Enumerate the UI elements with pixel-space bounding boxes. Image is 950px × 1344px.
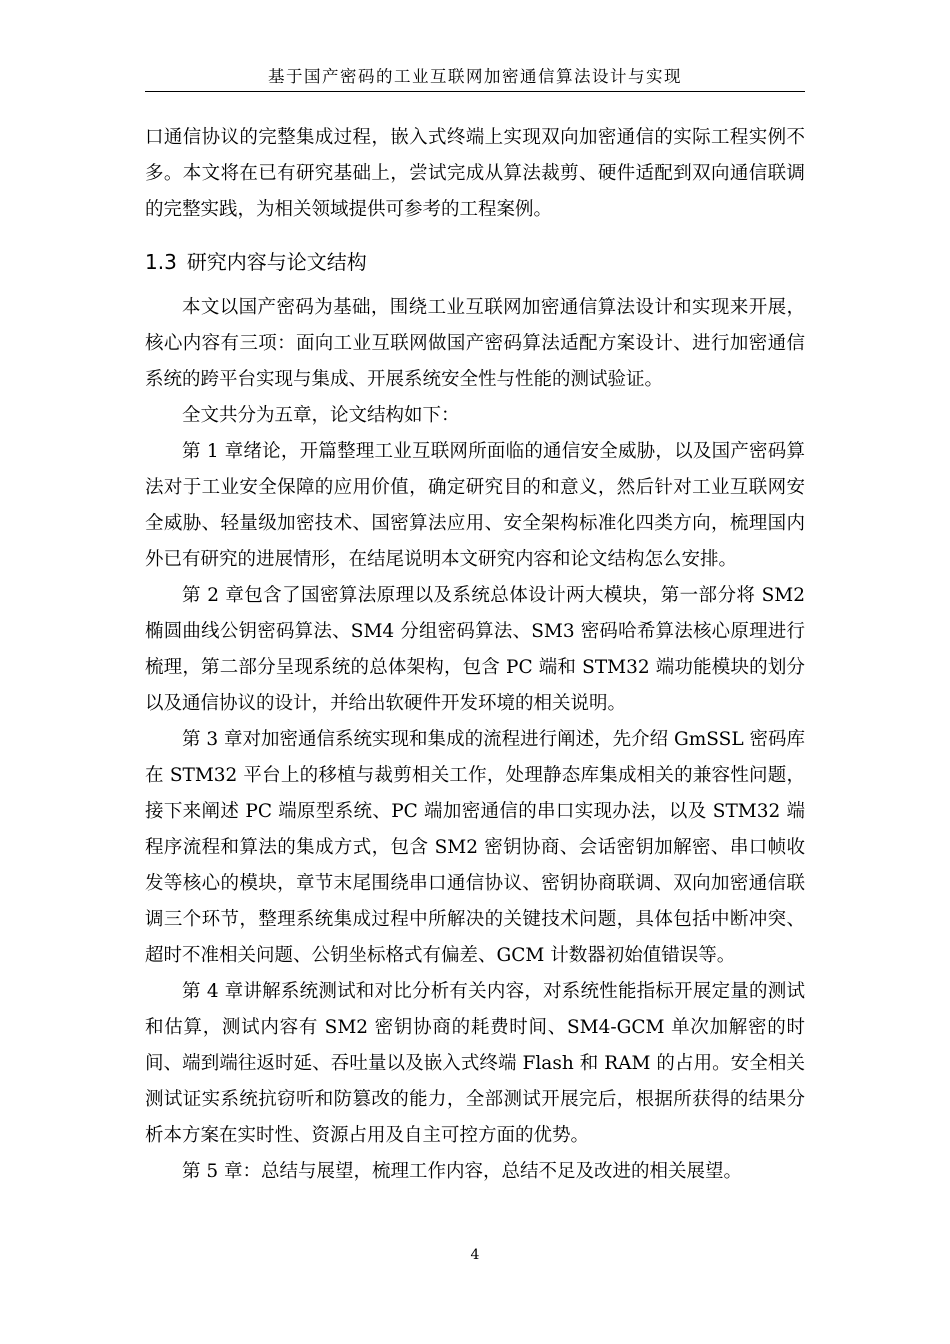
running-header: 基于国产密码的工业互联网加密通信算法设计与实现 [268, 67, 682, 86]
page-number: 4 [470, 1247, 480, 1263]
section-title: 研究内容与论文结构 [186, 250, 367, 274]
body-paragraph: 全文共分为五章，论文结构如下： [182, 405, 460, 426]
body-paragraph: 第 4 章讲解系统测试和对比分析有关内容，对系统性能指标开展定量的测试和估算，测试内容有 SM2 密钥协商的耗费时间、SM4-GCM 单次加解密的时间、端到端往返时延、吞吐量以及嵌入式终端 Flash 和 RAM 的占用。安全相关测试证实系统抗窃听和防篡改的能力，全部测试开展完后，根据所获得的结果分析本方案在实时性、资源占用及自主可控方面的优势。 [145, 981, 805, 1146]
body-paragraph: 第 2 章包含了国密算法原理以及系统总体设计两大模块，第一部分将 SM2 椭圆曲线公钥密码算法、SM4 分组密码算法、SM3 密码哈希算法核心原理进行梳理，第二部分呈现系统的总体架构，包含 PC 端和 STM32 端功能模块的划分以及通信协议的设计，并给出软硬件开发环境的相关说明。 [145, 585, 805, 714]
section-heading [145, 244, 805, 280]
body-paragraph: 第 3 章对加密通信系统实现和集成的流程进行阐述，先介绍 GmSSL 密码库在 STM32 平台上的移植与裁剪相关工作，处理静态库集成相关的兼容性问题，接下来阐述 PC 端原型系统、PC 端加密通信的串口实现办法，以及 STM32 端程序流程和算法的集成方式，包含 SM2 密钥协商、会话密钥加解密、串口帧收发等核心的模块，章节末尾围绕串口通信协议、密钥协商联调、双向加密通信联调三个环节，整理系统集成过程中所解决的关键技术问题，具体包括中断冲突、超时不准相关问题、公钥坐标格式有偏差、GCM 计数器初始值错误等。 [145, 729, 805, 966]
page-body [145, 120, 805, 1190]
section-number: 1.3 [145, 250, 177, 274]
body-paragraph: 第 1 章绪论，开篇整理工业互联网所面临的通信安全威胁，以及国产密码算法对于工业安全保障的应用价值，确定研究目的和意义，然后针对工业互联网安全威胁、轻量级加密技术、国密算法应用、安全架构标准化四类方向，梳理国内外已有研究的进展情形，在结尾说明本文研究内容和论文结构怎么安排。 [145, 441, 805, 570]
body-paragraph: 本文以国产密码为基础，围绕工业互联网加密通信算法设计和实现来开展，核心内容有三项：面向工业互联网做国产密码算法适配方案设计、进行加密通信系统的跨平台实现与集成、开展系统安全性与性能的测试验证。 [145, 297, 805, 390]
body-paragraph: 第 5 章：总结与展望，梳理工作内容，总结不足及改进的相关展望。 [182, 1161, 743, 1182]
header-rule [145, 91, 805, 92]
intro-paragraph: 口通信协议的完整集成过程，嵌入式终端上实现双向加密通信的实际工程实例不多。本文将在已有研究基础上，尝试完成从算法裁剪、硬件适配到双向通信联调的完整实践，为相关领域提供可参考的工程案例。 [145, 127, 805, 220]
